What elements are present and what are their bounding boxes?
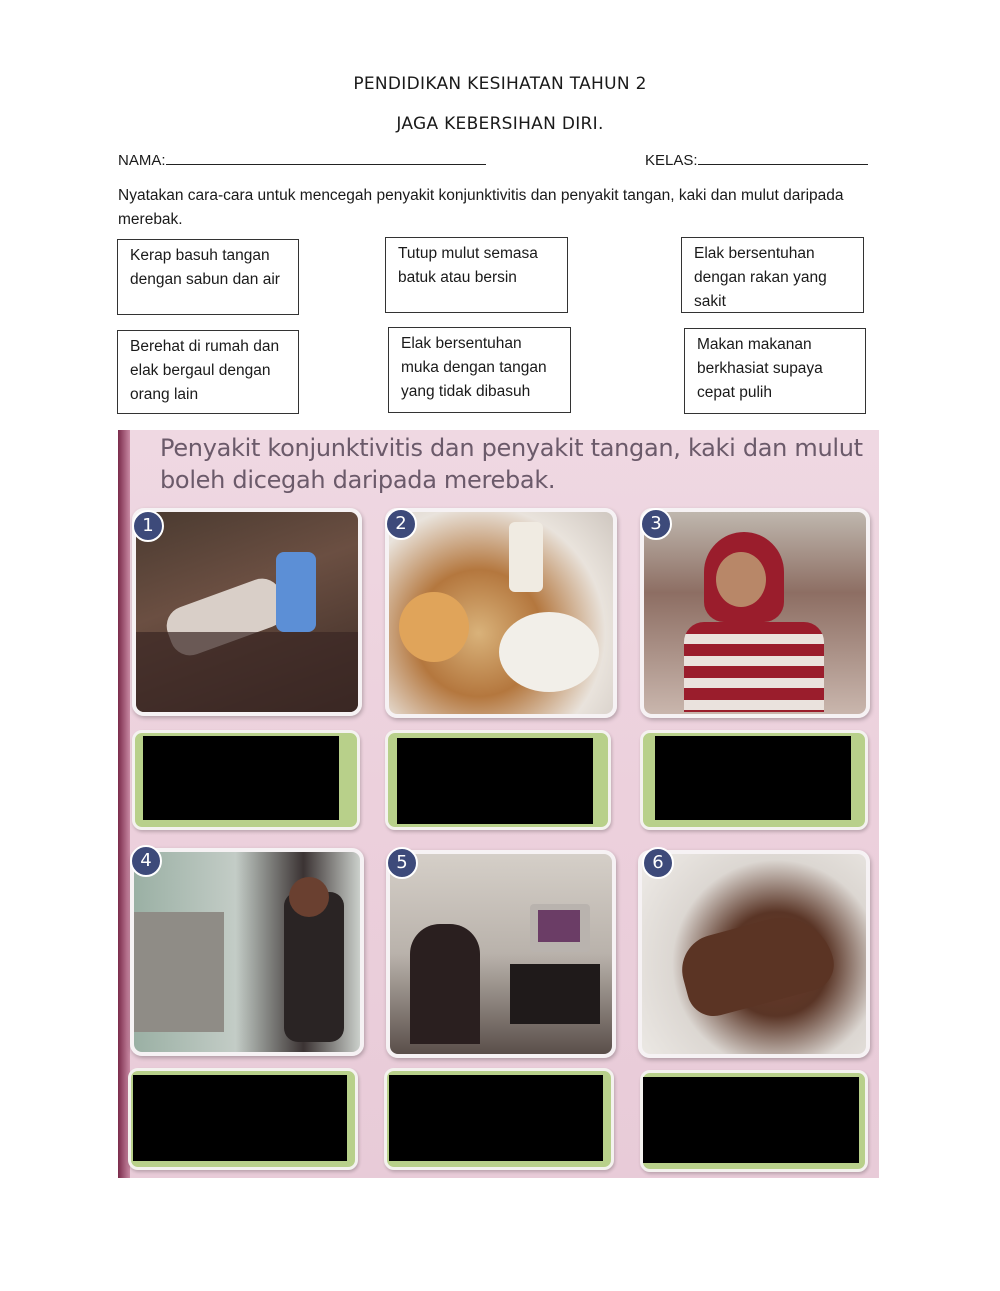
kelas-blank-line xyxy=(698,150,868,165)
picture-washing-hands xyxy=(130,848,364,1056)
kelas-field xyxy=(645,150,868,169)
page-subtitle: JAGA KEBERSIHAN DIRI. xyxy=(396,114,604,134)
picture-clean-hands xyxy=(638,850,870,1058)
picture-number-2: 2 xyxy=(385,508,417,540)
nama-field xyxy=(118,150,486,169)
page-title: PENDIDIKAN KESIHATAN TAHUN 2 xyxy=(353,74,647,94)
answer-dropzone-6[interactable] xyxy=(640,1070,868,1172)
answer-dropzone-5[interactable] xyxy=(384,1068,614,1170)
answer-option-4[interactable]: Berehat di rumah dan elak bergaul dengan orang lain xyxy=(117,330,299,414)
kelas-label: KELAS: xyxy=(645,152,698,169)
textbook-heading xyxy=(160,432,863,496)
picture-number-4: 4 xyxy=(130,845,162,877)
answer-dropzone-2[interactable] xyxy=(385,730,611,830)
textbook-heading-line2: boleh dicegah daripada merebak. xyxy=(160,466,556,494)
answer-option-5[interactable]: Elak bersentuhan muka dengan tangan yang tidak dibasuh xyxy=(388,327,571,413)
answer-dropzone-3[interactable] xyxy=(640,730,868,830)
picture-number-1: 1 xyxy=(132,510,164,542)
answer-option-2[interactable]: Tutup mulut semasa batuk atau bersin xyxy=(385,237,568,313)
picture-nutritious-food xyxy=(385,508,617,718)
nama-blank-line xyxy=(166,150,486,165)
nama-label: NAMA: xyxy=(118,152,166,169)
textbook-photo xyxy=(118,430,879,1178)
picture-staying-home xyxy=(386,850,616,1058)
picture-number-3: 3 xyxy=(640,508,672,540)
answer-option-3[interactable]: Elak bersentuhan dengan rakan yang sakit xyxy=(681,237,864,313)
answer-dropzone-1[interactable] xyxy=(132,730,360,830)
instruction-text: Nyatakan cara-cara untuk mencegah penyakit konjunktivitis dan penyakit tangan, kaki dan mulut daripada merebak. xyxy=(118,187,844,228)
picture-number-6: 6 xyxy=(642,847,674,879)
textbook-heading-line1: Penyakit konjunktivitis dan penyakit tangan, kaki dan mulut xyxy=(160,434,863,462)
picture-covering-mouth xyxy=(640,508,870,718)
answer-option-1[interactable]: Kerap basuh tangan dengan sabun dan air xyxy=(117,239,299,315)
answer-option-6[interactable]: Makan makanan berkhasiat supaya cepat pulih xyxy=(684,328,866,414)
picture-number-5: 5 xyxy=(386,847,418,879)
answer-dropzone-4[interactable] xyxy=(128,1068,358,1170)
picture-resting-at-home xyxy=(132,508,362,716)
